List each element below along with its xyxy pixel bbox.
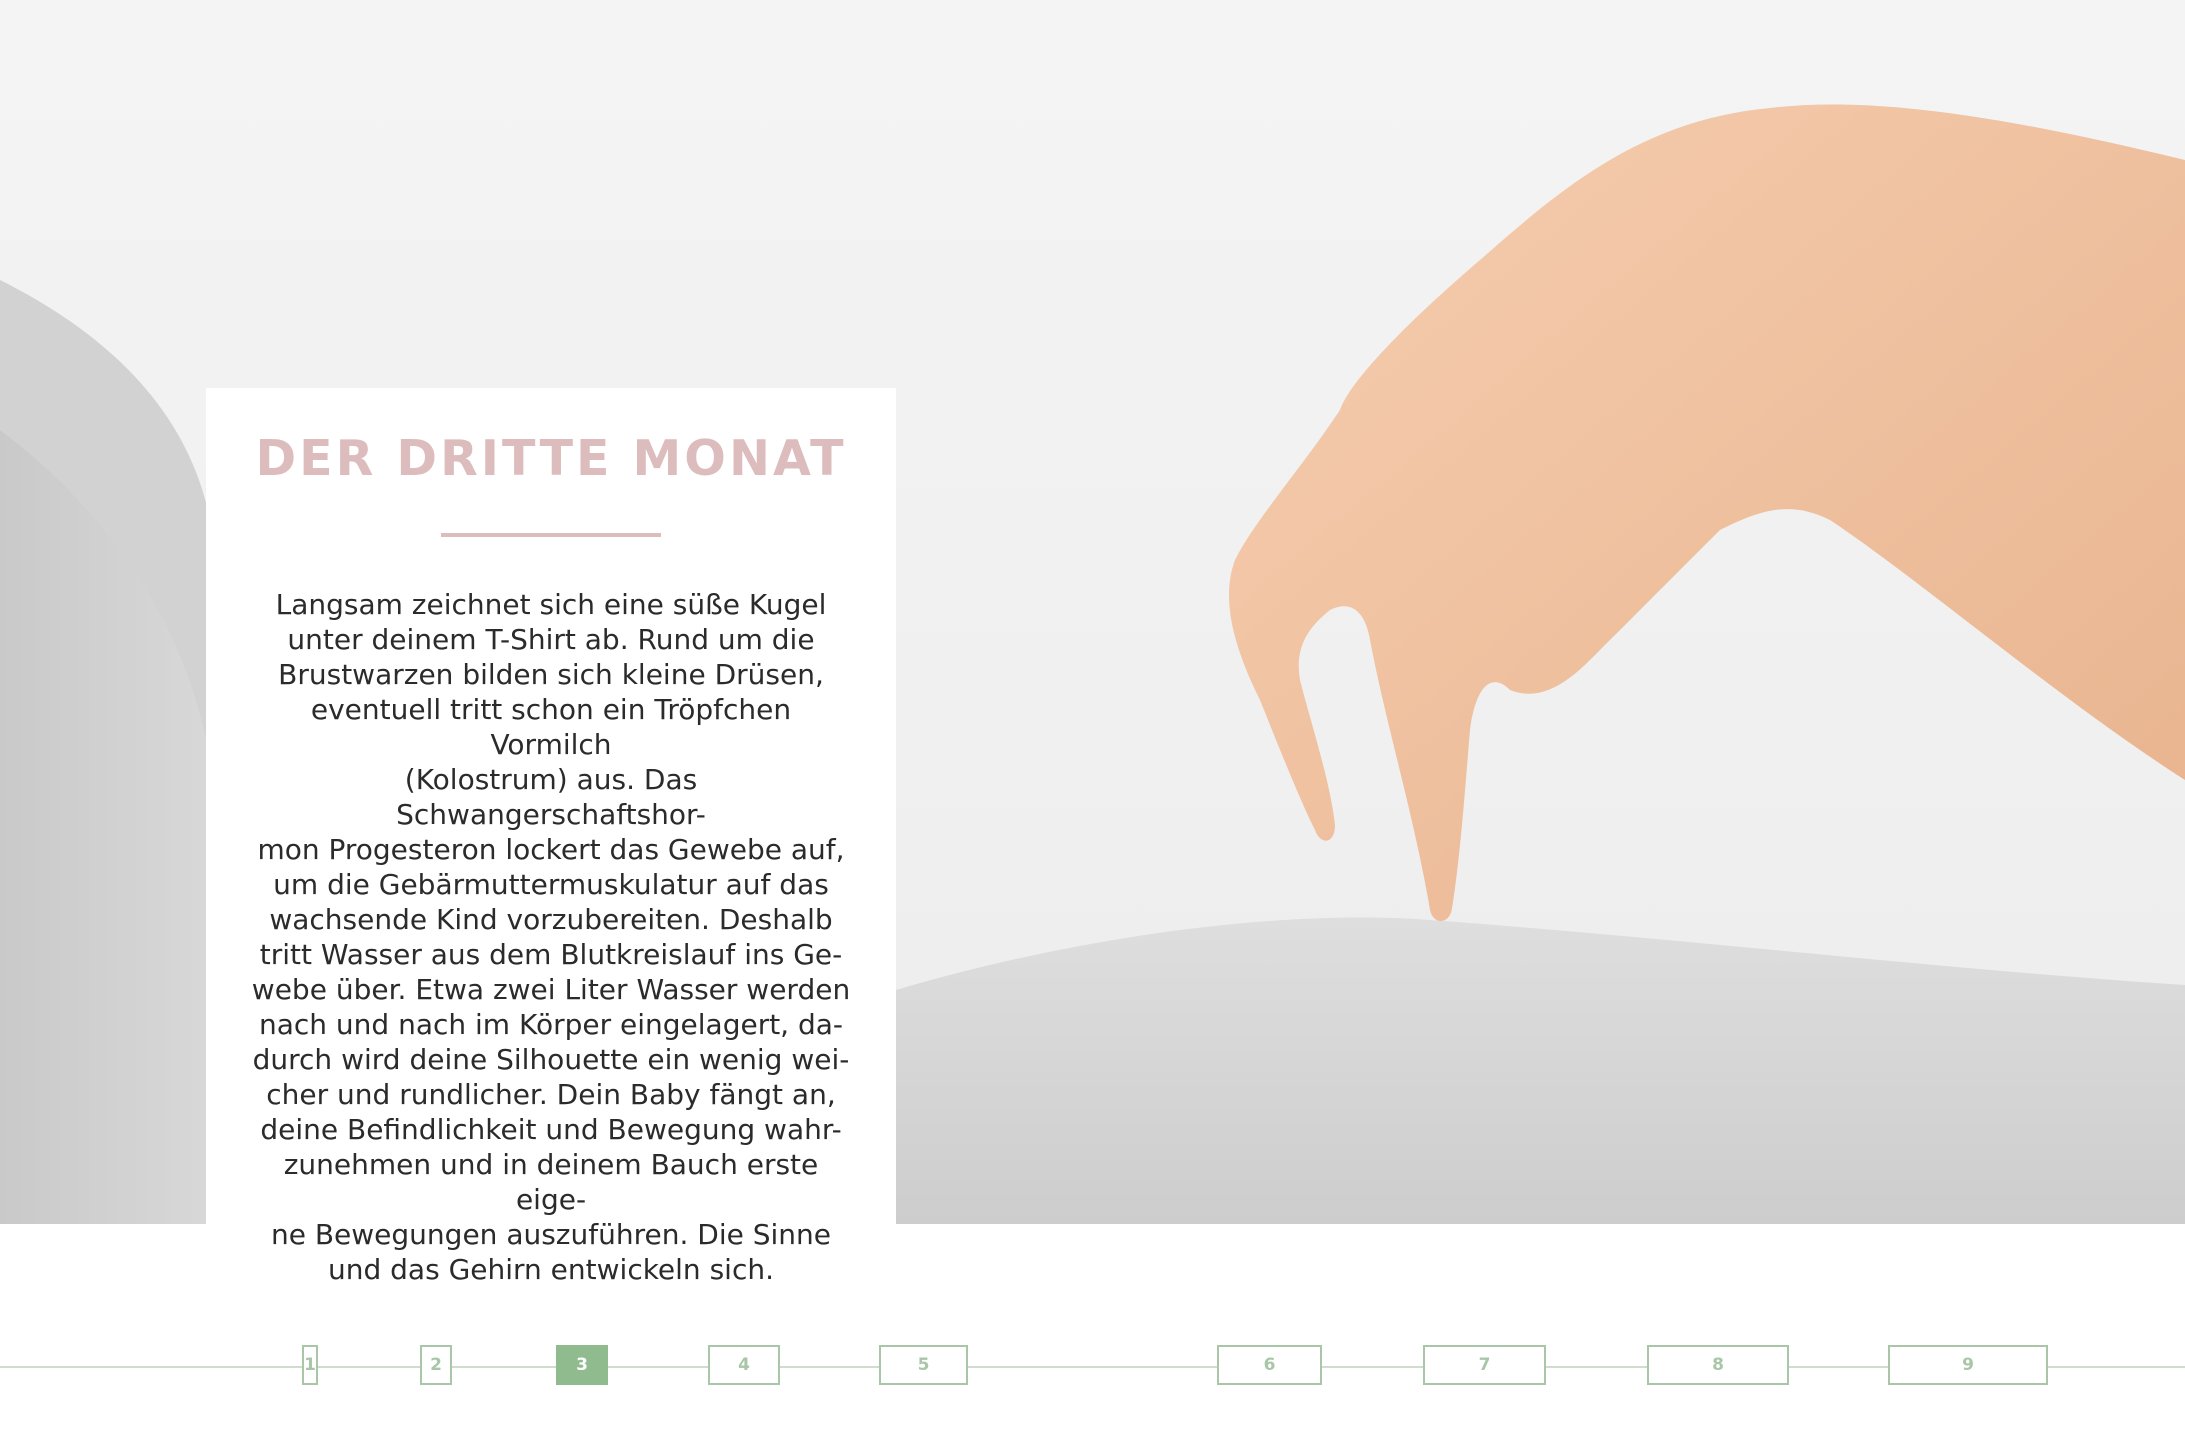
page-button-5[interactable]: 5	[879, 1345, 968, 1385]
page-button-2[interactable]: 2	[420, 1345, 452, 1385]
page-button-7[interactable]: 7	[1423, 1345, 1546, 1385]
title-divider	[441, 533, 661, 537]
pagination-track	[0, 1366, 2185, 1368]
section-title: DER DRITTE MONAT	[255, 430, 847, 487]
page-button-9[interactable]: 9	[1888, 1345, 2048, 1385]
page-button-1[interactable]: 1	[302, 1345, 318, 1385]
content-card	[206, 388, 896, 1286]
page-button-8[interactable]: 8	[1647, 1345, 1789, 1385]
page-button-4[interactable]: 4	[708, 1345, 780, 1385]
section-body-text: Langsam zeichnet sich eine süße Kugel unter deinem T-Shirt ab. Rund um die Brustwarzen bilden sich kleine Drüsen, eventuell tritt schon ein Tröpfchen Vormilch (Kolostrum) aus. Das Schwangerschaftshor- mon Progesteron lockert das Gewebe auf, um die Gebärmuttermuskulatur auf das wachsende Kind vorzubereiten. Deshalb tritt Wasser aus dem Blutkreislauf ins Ge- webe über. Etwa zwei Liter Wasser werden nach und nach im Körper eingelagert, da- durch wird deine Silhouette ein wenig wei- cher und rundlicher. Dein Baby fängt an, deine Befindlichkeit und Bewegung wahr- zunehmen und in deinem Bauch erste eige- ne Bewegungen auszuführen. Die Sinne und das Gehirn entwickeln sich.	[251, 587, 851, 1286]
page-button-6[interactable]: 6	[1217, 1345, 1322, 1385]
page-button-3-current[interactable]: 3	[556, 1345, 608, 1385]
